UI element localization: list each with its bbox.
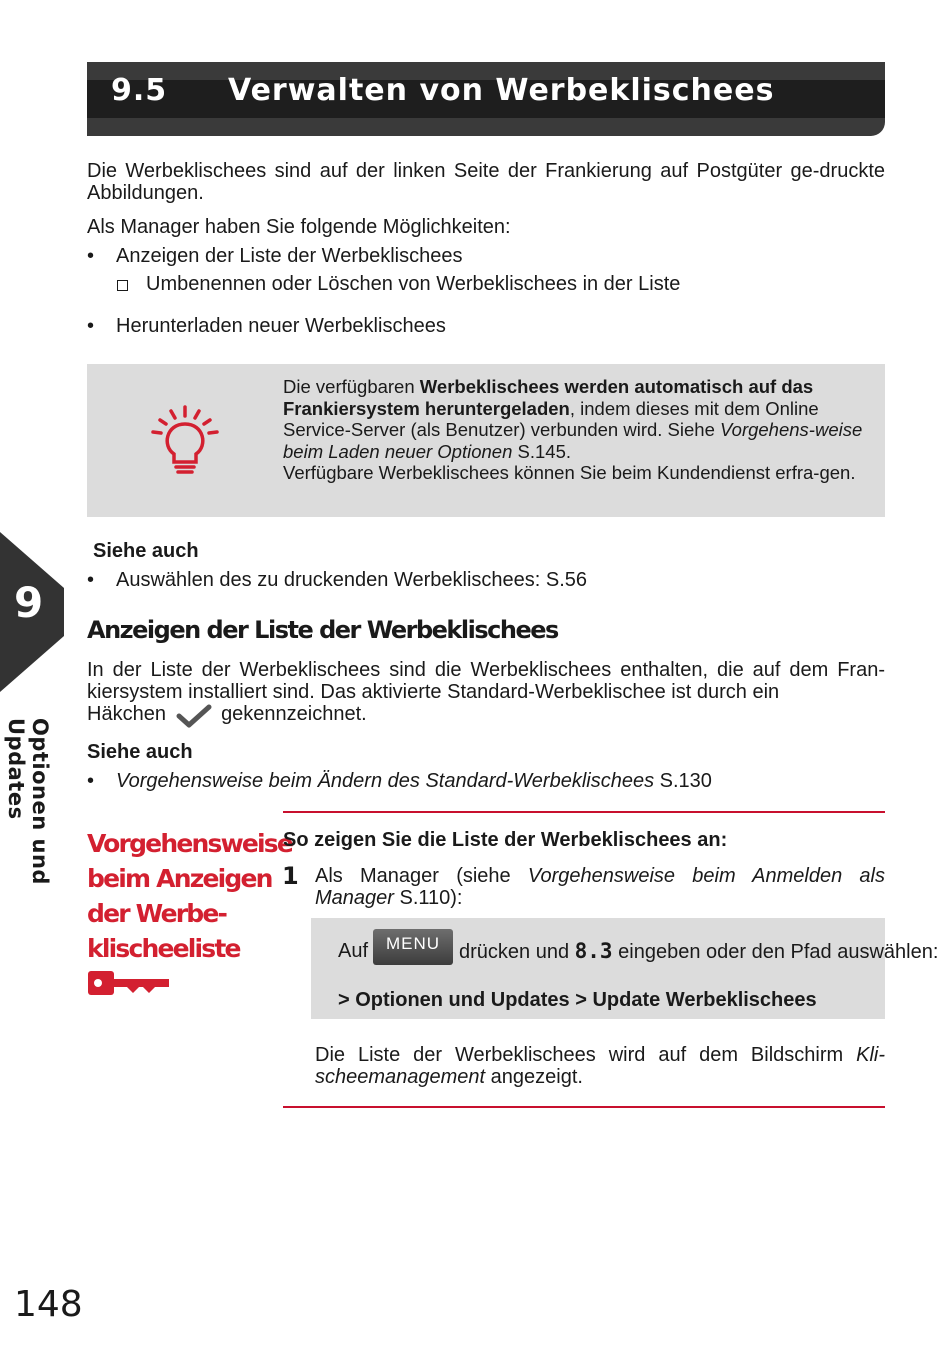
- chapter-label: Optionen und Updates: [4, 718, 52, 885]
- subsection-paragraph-end: [87, 703, 367, 728]
- step-number: 1: [282, 862, 299, 890]
- manager-key-icon: [87, 970, 171, 996]
- bullet-icon: •: [87, 770, 95, 792]
- see-also-heading: Siehe auch: [87, 741, 193, 763]
- instruction-line: [459, 940, 938, 963]
- menu-code: 8.3: [574, 939, 613, 963]
- subsection-paragraph: In der Liste der Werbeklischees sind die Werbeklischees enthalten, die auf dem Fran-kiersystem installiert sind. Das aktivierte Standard-Werbeklischee ist durch ein: [87, 659, 885, 703]
- see-also-link: [116, 770, 712, 792]
- tip-cross-reference: Vorgehens-weise beim Laden neuer Optionen: [283, 419, 863, 462]
- see-also-heading: Siehe auch: [93, 540, 199, 562]
- procedure-title: Vorgehensweise beim Anzeigen der Werbe-klischeeliste: [87, 829, 293, 963]
- sub-list-item-text: Umbenennen oder Löschen von Werbeklischees in der Liste: [146, 273, 681, 295]
- step-text: [315, 865, 885, 909]
- result-text-part: angezeigt.: [485, 1066, 583, 1088]
- tip-text-part: Die verfügbaren: [283, 376, 420, 397]
- result-text-part: Die Liste der Werbeklischees wird auf dem Bildschirm: [315, 1044, 857, 1066]
- subsection-text: Häkchen: [87, 703, 166, 725]
- instruction-text: eingeben oder den Pfad auswählen:: [618, 941, 939, 963]
- tip-text-part: S.145.: [512, 440, 572, 462]
- bullet-icon: •: [87, 315, 95, 337]
- tip-text: [283, 376, 873, 484]
- section-number: 9.5: [111, 73, 168, 108]
- tip-text-part: Verfügbare Werbeklischees können Sie beim Kundendienst erfra-gen.: [283, 462, 856, 483]
- list-item-text: Anzeigen der Liste der Werbeklischees: [116, 245, 463, 267]
- section-title: Verwalten von Werbeklischees: [228, 73, 775, 108]
- see-also-italic: Vorgehensweise beim Ändern des Standard-Werbeklischees: [116, 770, 655, 792]
- tip-text-part: , indem dieses mit dem Online Service-Server (als Benutzer) verbunden wird. Siehe: [283, 397, 819, 440]
- page-number: 148: [14, 1284, 83, 1325]
- see-also-ref: S.130: [654, 770, 712, 792]
- result-text: [315, 1044, 885, 1088]
- tip-text-bold: Werbeklischees werden automatisch auf das Frankiersystem heruntergeladen: [283, 376, 814, 419]
- subsection-heading: Anzeigen der Liste der Werbeklischees: [87, 616, 558, 644]
- step-text-part: Als Manager (siehe: [315, 865, 528, 887]
- intro-paragraph: Die Werbeklischees sind auf der linken Seite der Frankierung auf Postgüter ge-druckte Abbildungen.: [87, 160, 885, 204]
- checkmark-icon: [176, 704, 212, 728]
- menu-key-icon: MENU: [373, 929, 453, 965]
- step-text-part: S.110):: [393, 887, 463, 909]
- instruction-text: drücken und: [459, 941, 570, 963]
- procedure-bottom-rule: [283, 1106, 885, 1108]
- intro-options-lead: Als Manager haben Sie folgende Möglichkeiten:: [87, 216, 511, 238]
- list-item-text: Herunterladen neuer Werbeklischees: [116, 315, 446, 337]
- see-also-link: Auswählen des zu druckenden Werbeklischees: S.56: [116, 569, 588, 591]
- procedure-top-rule: [283, 811, 885, 813]
- menu-path: > Optionen und Updates > Update Werbeklischees: [338, 989, 817, 1011]
- lightbulb-icon: [150, 404, 220, 476]
- procedure-heading: So zeigen Sie die Liste der Werbeklischees an:: [283, 829, 728, 851]
- chapter-number: 9: [14, 578, 44, 627]
- subsection-text: gekennzeichnet.: [221, 703, 367, 725]
- square-bullet-icon: [117, 280, 128, 291]
- screen-name: Kli-scheemanagement: [315, 1044, 885, 1088]
- bullet-icon: •: [87, 569, 95, 591]
- bullet-icon: •: [87, 245, 95, 267]
- step-cross-reference: Vorgehensweise beim Anmelden als Manager: [315, 865, 886, 909]
- instruction-auf: Auf: [338, 940, 369, 962]
